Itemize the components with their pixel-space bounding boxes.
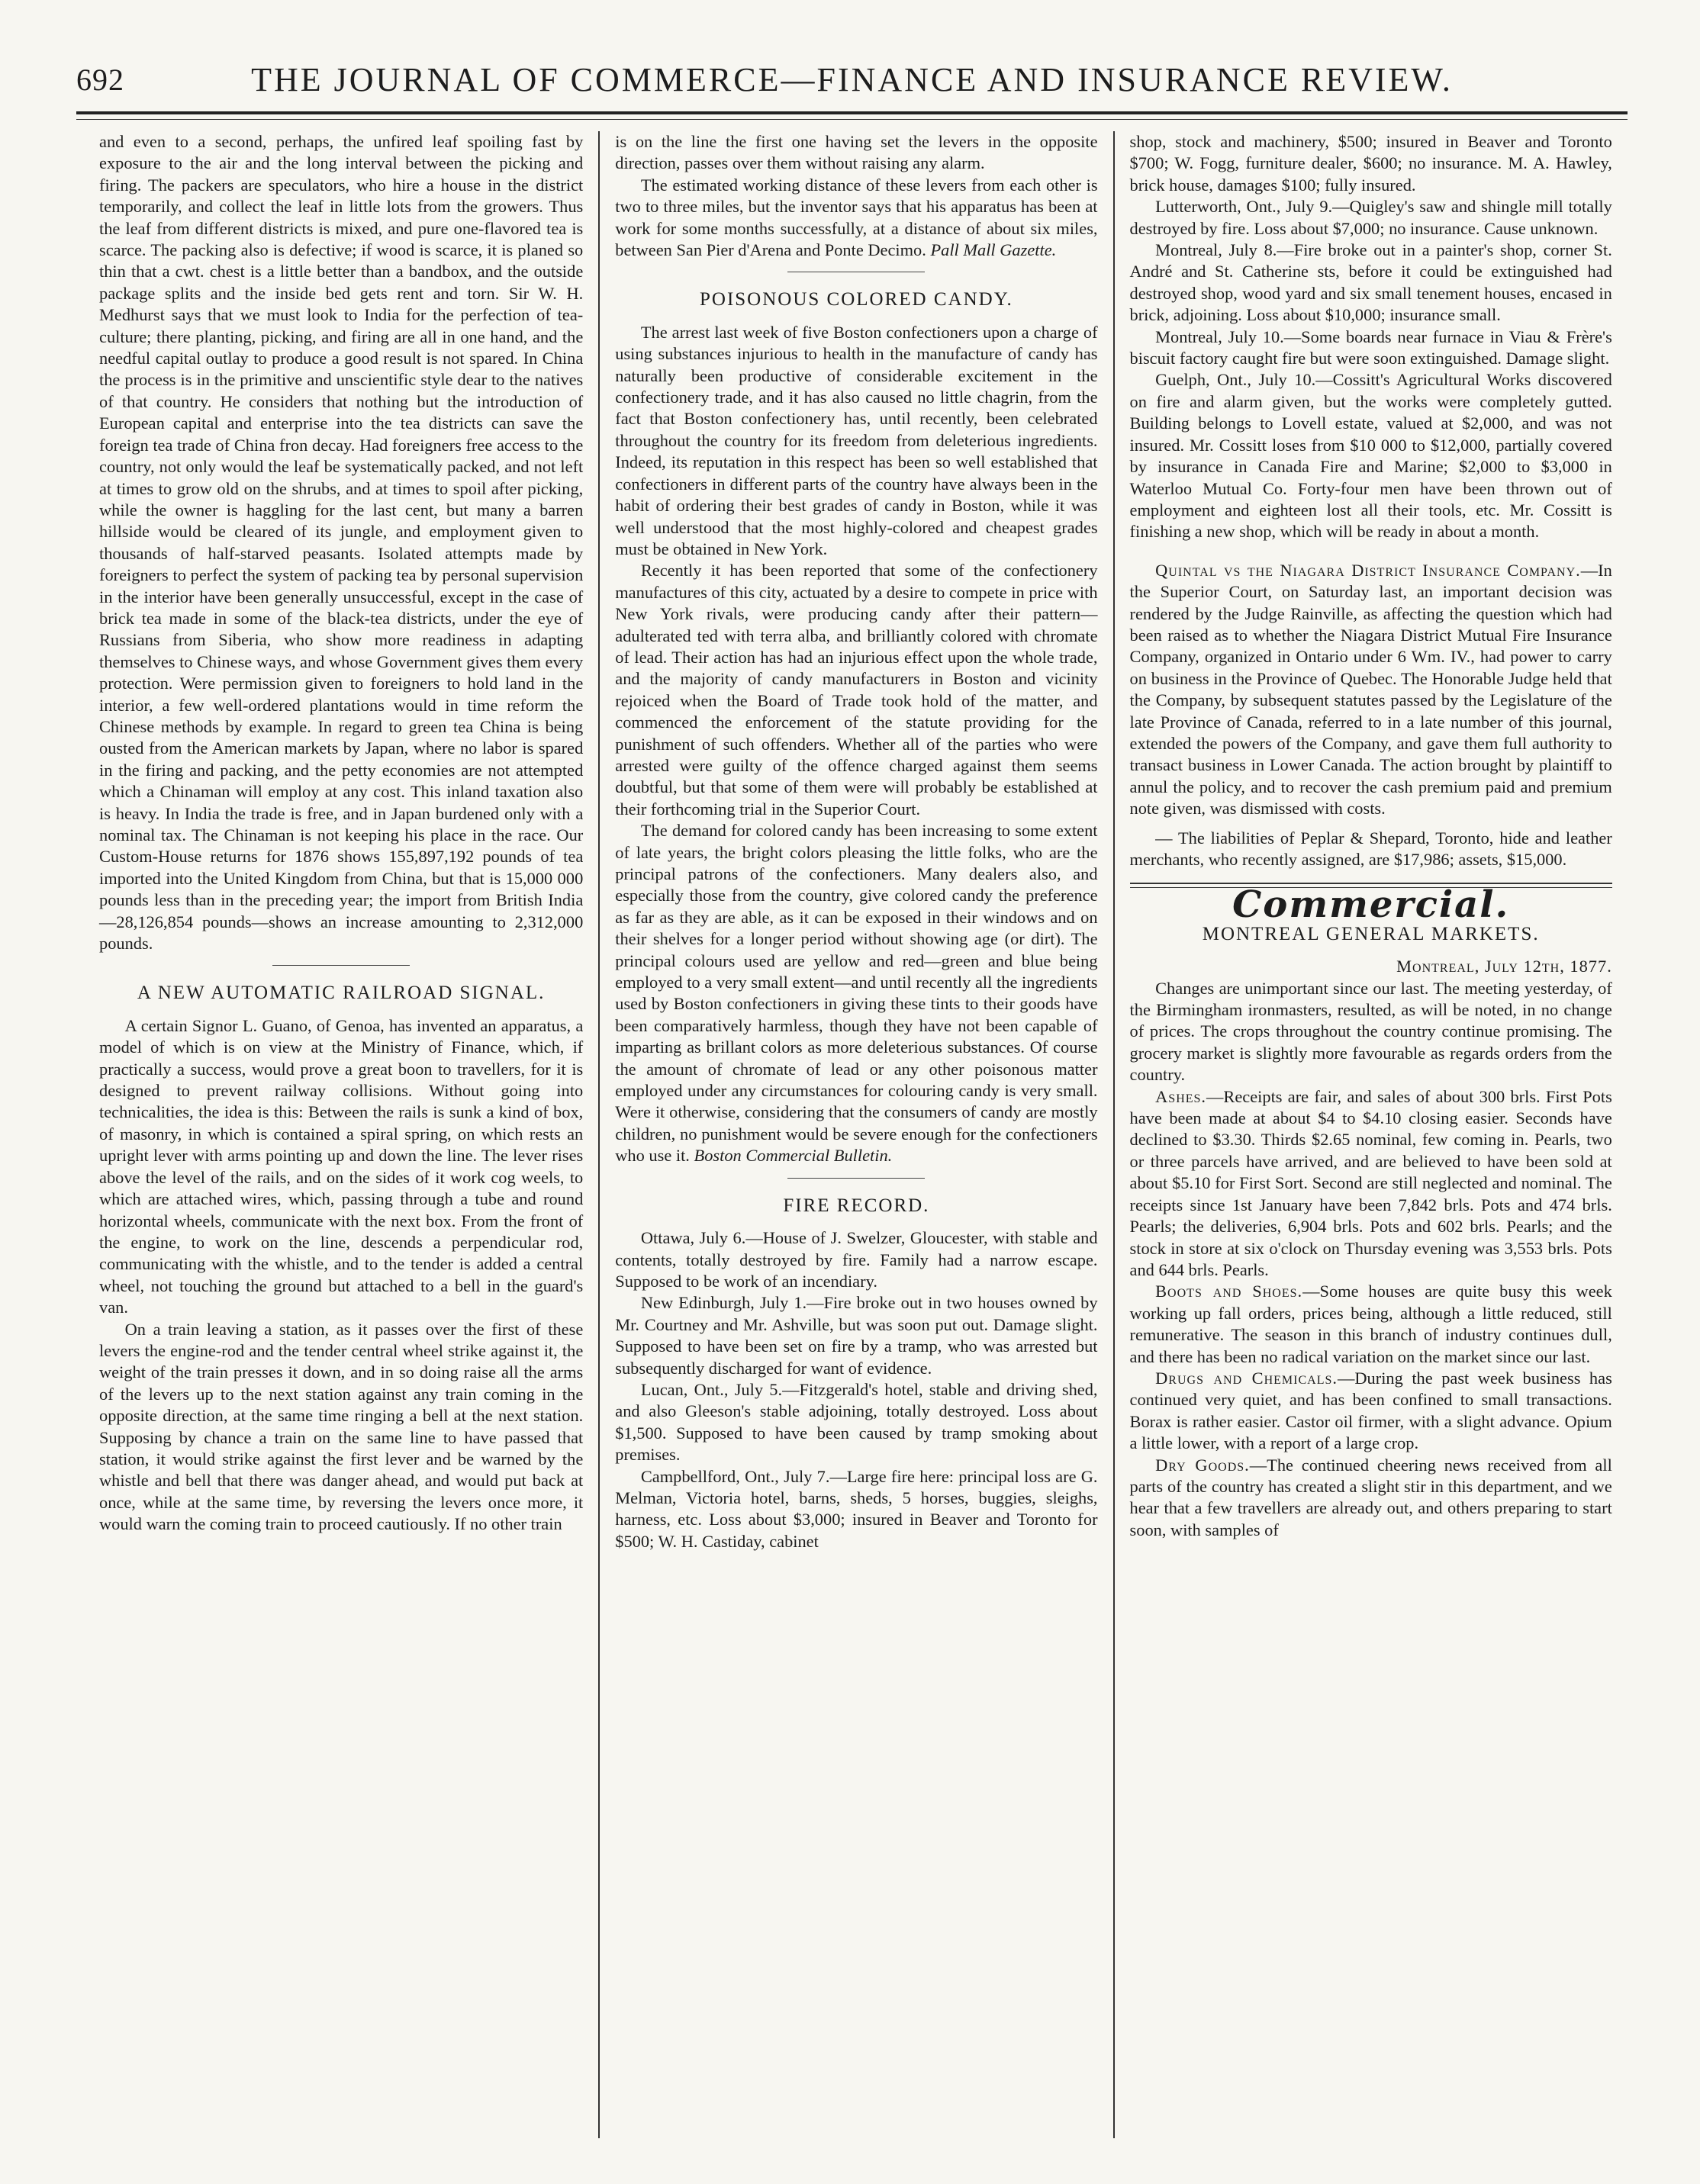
railroad-signal-paragraph-3 bbox=[615, 175, 1097, 262]
ashes-text: —Receipts are fair, and sales of about 300 brls. First Pots have been made at about $4 to $4.10 closing easier. Seconds have declined to $3.30. Thirds $2.65 nominal, few coming in. Pearls, two or three parcels have arrived, and are believed to have been sold at about $5.10 for First Sort. Second are still neglected and nominal. The receipts since 1st January have been 7,842 brls. Pots and 474 brls. Pearls; the deliveries, 6,904 brls. Pots and 602 brls. Pearls; and the stock in store at six o'clock on Thursday evening was 3,553 brls. Pots and 644 brls. Pearls. bbox=[1129, 1086, 1612, 1279]
liabilities-note: — The liabilities of Peplar & Shepard, Toronto, hide and leather merchants, who recently assigned, are $17,986; assets, $15,000. bbox=[1129, 828, 1612, 869]
markets-intro: Changes are unimportant since our last. The meeting yesterday, of the Birmingham ironmasters, resulted, as will be noted, in no change of prices. The crops throughout the country continue promising. The grocery market is slightly more favourable as regards orders from the country. bbox=[1129, 978, 1612, 1085]
fire-item-montreal-1: Montreal, July 8.—Fire broke out in a painter's shop, corner St. André and St. Catherine sts, before it could be extinguished had destroyed shop, wood yard and six small tenement houses, encased in brick, adjoining. Loss about $10,000; insurance small. bbox=[1129, 240, 1612, 325]
court-case-text: —In the Superior Court, on Saturday last, an important decision was rendered by the Judge Rainville, as affecting the question which had been raised as to whether the Niagara District Mutual Fire Insurance Company, organized in Ontario under 6 Wm. IV., had power to carry on business in the Province of Quebec. The Honorable Judge held that the Company, by subsequent statutes passed by the Legislature of the late Province of Canada, referred to in a late number of this journal, extended the powers of the Company, and gave them full authority to transact business in Lower Canada. The action brought by plaintiff to annul the policy, and to recover the cash premium paid and premium note given, was dismissed with costs. bbox=[1129, 560, 1612, 819]
fire-record-heading: FIRE RECORD. bbox=[783, 1195, 930, 1216]
fire-item-guelph: Guelph, Ont., July 10.—Cossitt's Agricultural Works discovered on fire and alarm given, but the works were completely gutted. Building belongs to Lovell estate, valued at $2,000, and was not insured. Mr. Cossitt loses from $10 000 to $12,000, partially covered by insurance in Canada Fire and Marine; $2,000 to $3,000 in Waterloo Mutual Co. Forty-four men have been thrown out of employment and eighteen lost all their tools, etc. Mr. Cossitt is finishing a new shop, which will be ready in about a month. bbox=[1129, 370, 1612, 542]
court-case-paragraph bbox=[1130, 560, 1612, 820]
ashes-lead: Ashes. bbox=[1155, 1086, 1207, 1106]
column-3 bbox=[1113, 131, 1628, 2138]
commercial-heading: Commercial. bbox=[1232, 883, 1510, 927]
railroad-signal-continued: is on the line the first one having set the levers in the opposite direction, passes over them without raising any alarm. bbox=[615, 132, 1098, 173]
markets-dateline: Montreal, July 12th, 1877. bbox=[1396, 957, 1612, 976]
dry-goods-text: —The continued cheering news received from all parts of the country has created a slight stir in this department, and we hear that a few travellers are already out, and others preparing to start soon, with samples of bbox=[1129, 1455, 1612, 1539]
source-credit: Boston Commercial Bulletin. bbox=[694, 1146, 893, 1166]
market-dry-goods bbox=[1130, 1455, 1612, 1542]
fire-item-lutterworth: Lutterworth, Ont., July 9.—Quigley's saw and shingle mill totally destroyed by fire. Loss about $7,000; no insurance. Cause unknown. bbox=[1129, 197, 1612, 238]
markets-heading: MONTREAL GENERAL MARKETS. bbox=[1202, 923, 1540, 944]
source-credit: Pall Mall Gazette. bbox=[930, 240, 1057, 260]
boots-shoes-lead: Boots and Shoes. bbox=[1155, 1282, 1303, 1301]
drugs-lead: Drugs and Chemicals. bbox=[1155, 1368, 1338, 1388]
fire-item-campbellford: Campbellford, Ont., July 7.—Large fire here: principal loss are G. Melman, Victoria hotel, barns, sheds, 5 horses, buggies, sleighs, harness, etc. Loss about $3,000; insured in Beaver and Toronto for $500; W. H. Castiday, cabinet bbox=[615, 1466, 1098, 1551]
fire-item-new-edinburgh: New Edinburgh, July 1.—Fire broke out in two houses owned by Mr. Courtney and Mr. Ashville, but was soon put out. Damage slight. Supposed to have been set on fire by a tramp, who was arrested but subsequently discharged for want of evidence. bbox=[615, 1293, 1098, 1378]
drugs-text: —During the past week business has continued very quiet, and has been confined to small transactions. Borax is rather easier. Castor oil firmer, with a slight advance. Opium a little lower, with a report of a large crop. bbox=[1129, 1368, 1612, 1453]
railroad-signal-paragraph-1: A certain Signor L. Guano, of Genoa, has invented an apparatus, a model of which is on view at the Ministry of Finance, which, if practically a success, would prove a great boon to travellers, for it is designed to prevent railway collisions. Without going into technicalities, the idea is this: Between the rails is sunk a kind of box, of masonry, in which is contained a spiral spring, on which rests an upright lever with arms pointing up and down the line. The lever rises above the level of the rails, and on the sides of it work cog weels, to which are attached wires, which, passing through a tube and round horizontal wheels, communicate with the next box. From the front of the engine, to work on the line, descends a perpendicular rod, communicating with the whistle, and to the tender is added a central wheel, not touching the ground but attached to a bell in the guard's van. bbox=[99, 1015, 584, 1317]
railroad-signal-text: The estimated working distance of these levers from each other is two to three miles, but the inventor says that his apparatus has been at work for some months successfully, at a distance of about six miles, between San Pier d'Arena and Ponte Decimo. bbox=[615, 175, 1098, 260]
page-number: 692 bbox=[76, 62, 124, 97]
column-1 bbox=[84, 131, 598, 2138]
tea-article-text: and even to a second, perhaps, the unfired leaf spoiling fast by exposure to the air and the long interval between the picking and firing. The packers are speculators, who hire a house in the district temporarily, and collect the leaf in little lots from the growers. Thus the leaf from different districts is mixed, and pure one-flavored tea is scarce. The packing also is defective; if wood is scarce, it is planed so thin that a cwt. chest is a little better than a bandbox, and the outside package splits and the inside bed gets rent and torn. Sir W. H. Medhurst says that we must look to India for the perfection of tea-culture; there planting, picking, and firing are all in one hand, and the needful capital outlay to produce a good result is not spared. In China the process is in the primitive and unscientific style dear to the natives of that country. He considers that nothing but the introduction of European capital and enterprise into the tea districts can save the foreign tea trade of China fron decay. Had foreigners free access to the country, not only would the leaf be systematically packed, and not left at times to grow old on the shrubs, and at times to spoil after picking, while the owner is haggling for the last cent, but many a barren hillside would be cleared of its jungle, and employment given to thousands of half-starved peasants. Isolated attempts made by foreigners to perfect the system of packing tea by personal supervision in the interior have been generally unsuccessful, except in the case of brick tea made in some of the black-tea districts, under the eye of Russians from Siberia, who show more readiness in adapting themselves to Chinese ways, and whose Government gives them every protection. Were permission given to foreigners to hold land in the interior, a few well-ordered plantations would in time reform the Chinese methods by example. In regard to green tea China is being ousted from the American markets by Japan, where no labor is spared in the firing and packing, and the petty economies are not attempted which a Chinaman will employ at any cost. This inland taxation also is heavy. In India the trade is free, and in Japan burdened only with a nominal tax. The Chinaman is not keeping his place in the race. Our Custom-House returns for 1876 shows 155,897,192 pounds of tea imported into the United Kingdom from China, but that is 15,000 000 pounds less than in the preceding year; the import from British India—28,126,854 pounds—shows an increase amounting to 2,312,000 pounds. bbox=[99, 132, 584, 954]
dry-goods-lead: Dry Goods. bbox=[1155, 1455, 1250, 1475]
market-drugs bbox=[1130, 1368, 1612, 1455]
fire-item-montreal-2: Montreal, July 10.—Some boards near furnace in Viau & Frère's biscuit factory caught fire but were soon extinguished. Damage slight. bbox=[1129, 326, 1612, 368]
railroad-signal-heading: A NEW AUTOMATIC RAILROAD SIGNAL. bbox=[137, 983, 546, 1004]
columns bbox=[84, 131, 1628, 2138]
section-divider bbox=[787, 1178, 925, 1179]
page-header bbox=[76, 49, 1628, 110]
court-case-lead: Quintal vs the Niagara District Insurance Company. bbox=[1155, 560, 1581, 580]
boots-shoes-text: —Some houses are quite busy this week working up fall orders, prices being, although a little reduced, still remunerative. The season in this branch of industry continues dull, and there has been no radical variation on the market since our last. bbox=[1129, 1282, 1612, 1366]
header-rule-thin bbox=[76, 119, 1628, 120]
fire-item-lucan: Lucan, Ont., July 5.—Fitzgerald's hotel, stable and driving shed, and also Gleeson's stable adjoining, totally destroyed. Loss about $1,500. Supposed to have been caused by tramp smoking about premises. bbox=[615, 1379, 1098, 1465]
column-2 bbox=[598, 131, 1112, 2138]
running-title: THE JOURNAL OF COMMERCE—FINANCE AND INSURANCE REVIEW. bbox=[251, 60, 1453, 98]
market-ashes bbox=[1130, 1086, 1612, 1282]
market-boots-shoes bbox=[1130, 1281, 1612, 1368]
candy-paragraph-3 bbox=[615, 820, 1097, 1167]
header-rule-thick bbox=[76, 111, 1628, 114]
fire-item-campbellford-continued: shop, stock and machinery, $500; insured in Beaver and Toronto $700; W. Fogg, furniture dealer, $600; no insurance. M. A. Hawley, brick house, damages $100; fully insured. bbox=[1129, 132, 1612, 195]
section-divider bbox=[272, 965, 410, 966]
railroad-signal-paragraph-2: On a train leaving a station, as it passes over the first of these levers the engine-rod and the tender central wheel strike against it, the weight of the train presses it down, and in so doing raise all the arms of the levers up to the next station against any train coming in the opposite direction, at the same time ringing a bell at the next station. Supposing by chance a train on the same line to have passed that station, it would strike against the first lever and be warned by the whistle and bell that there was danger ahead, and would put back at once, while at the same time, by reversing the levers once more, it would warn the coming train to proceed cautiously. If no other train bbox=[99, 1319, 584, 1534]
candy-heading: POISONOUS COLORED CANDY. bbox=[700, 289, 1013, 310]
candy-text: The demand for colored candy has been increasing to some extent of late years, the bright colors pleasing the little folks, who are the principal patrons of the confectioners. Many dealers also, and especially those from the country, give colored candy the preference as far as they are able, as it can be exposed in their windows and on their shelves for a longer period without showing age (or dirt). The principal colours used are yellow and red—green and blue being employed to a very small extent—and until recently all the ingredients used by Boston confectioners in giving these tints to their goods have been comparatively harmless, though they have not been capable of imparting as brillant colors as more deleterious substances. Of course the amount of chromate of lead or any other poisonous matter employed under any circumstances for colouring candy is very small. Were it otherwise, considering that the consumers of candy are mostly children, no punishment would be severe enough for the confectioners who use it. bbox=[615, 821, 1098, 1166]
candy-paragraph-1: The arrest last week of five Boston confectioners upon a charge of using substances injurious to health in the manufacture of candy has naturally been productive of considerable excitement in the confectionery trade, and it has also caused no little chagrin, from the fact that Boston confectionery has, until recently, been celebrated throughout the country for its freedom from deleterious ingredients. Indeed, its reputation in this respect has been so well established that confectioners in different parts of the country have always been in the habit of ordering their best grades of candy in Boston, while it was well understood that the most highly-colored and cheapest grades must be obtained in New York. bbox=[615, 322, 1098, 558]
fire-item-ottawa: Ottawa, July 6.—House of J. Swelzer, Gloucester, with stable and contents, totally destroyed by fire. Family had a narrow escape. Supposed to be work of an incendiary. bbox=[615, 1228, 1098, 1291]
candy-paragraph-2: Recently it has been reported that some of the confectionery manufactures of this city, actuated by a desire to compete in price with New York rivals, were producing candy after their pattern—adulterated ted with terra alba, and brilliantly colored with chromate of lead. Their action has had an injurious effect upon the whole trade, and the majority of candy manufacturers in Boston and vicinity rejoiced when the Board of Trade took hold of the matter, and commenced the enforcement of the statute providing for the punishment of such offenders. Whether all of the parties who were arrested were guilty of the offence charged against them seems doubtful, but that some of them were will probably be established at their forthcoming trial in the Superior Court. bbox=[615, 561, 1098, 819]
